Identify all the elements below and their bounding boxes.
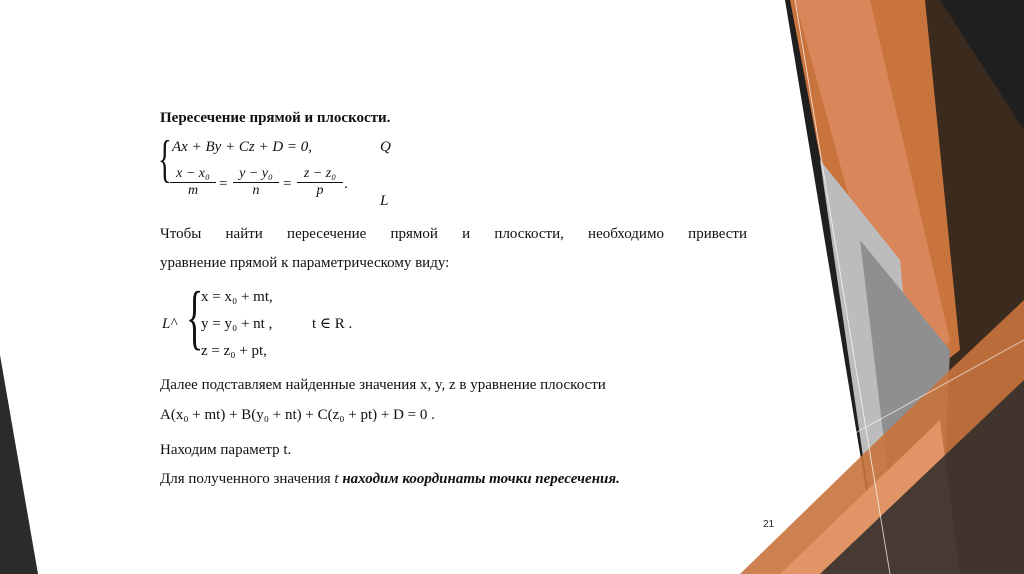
end-dot: .: [344, 176, 348, 192]
paragraph-4-bold: находим координаты точки пересечения.: [338, 471, 620, 487]
fraction-x-denominator: m: [187, 183, 199, 198]
fraction-y-numerator: y − y₀: [233, 166, 279, 183]
paragraph-1-line-1: Чтобы найти пересечение прямой и плоскости, необходимо привести: [160, 226, 747, 242]
fraction-x-numerator: x − x₀: [170, 166, 216, 183]
system1-line-label: L: [380, 193, 389, 209]
paragraph-1-line-2: уравнение прямой к параметрическому виду:: [160, 255, 450, 271]
fraction-y: [233, 166, 279, 199]
paragraph-3: Находим параметр t.: [160, 442, 292, 458]
system1-plane-label: Q: [380, 139, 391, 155]
paragraph-4-t: t: [334, 471, 339, 487]
system2-line-z: z = z₀ + pt,: [201, 343, 267, 359]
left-dark-triangle: [0, 355, 38, 574]
system2-label: L^: [162, 316, 177, 332]
paragraph-2: Далее подставляем найденные значения x, y, z в уравнение плоскости: [160, 377, 606, 393]
fraction-z: [297, 166, 343, 199]
fraction-z-numerator: z − z₀: [297, 166, 343, 183]
system1-plane-equation: Ax + By + Cz + D = 0,: [172, 139, 313, 155]
system2-line-y: y = y₀ + nt ,: [201, 316, 273, 332]
system1-brace: {: [158, 131, 172, 188]
page-number: 21: [763, 519, 775, 530]
equals-1: =: [219, 176, 228, 192]
equals-2: =: [283, 176, 292, 192]
system2-line-x: x = x₀ + mt,: [201, 289, 273, 305]
fraction-x: [170, 166, 216, 199]
system2-brace: {: [186, 277, 204, 357]
paragraph-4: [160, 470, 620, 488]
substituted-equation: A(x₀ + mt) + B(y₀ + nt) + C(z₀ + pt) + D = 0 .: [160, 407, 435, 423]
slide-title: Пересечение прямой и плоскости.: [160, 110, 391, 126]
paragraph-4-plain: Для полученного значения: [160, 471, 335, 487]
fraction-y-denominator: n: [252, 183, 260, 198]
system2-condition: t ∈ R .: [312, 316, 353, 332]
fraction-z-denominator: p: [316, 183, 324, 198]
